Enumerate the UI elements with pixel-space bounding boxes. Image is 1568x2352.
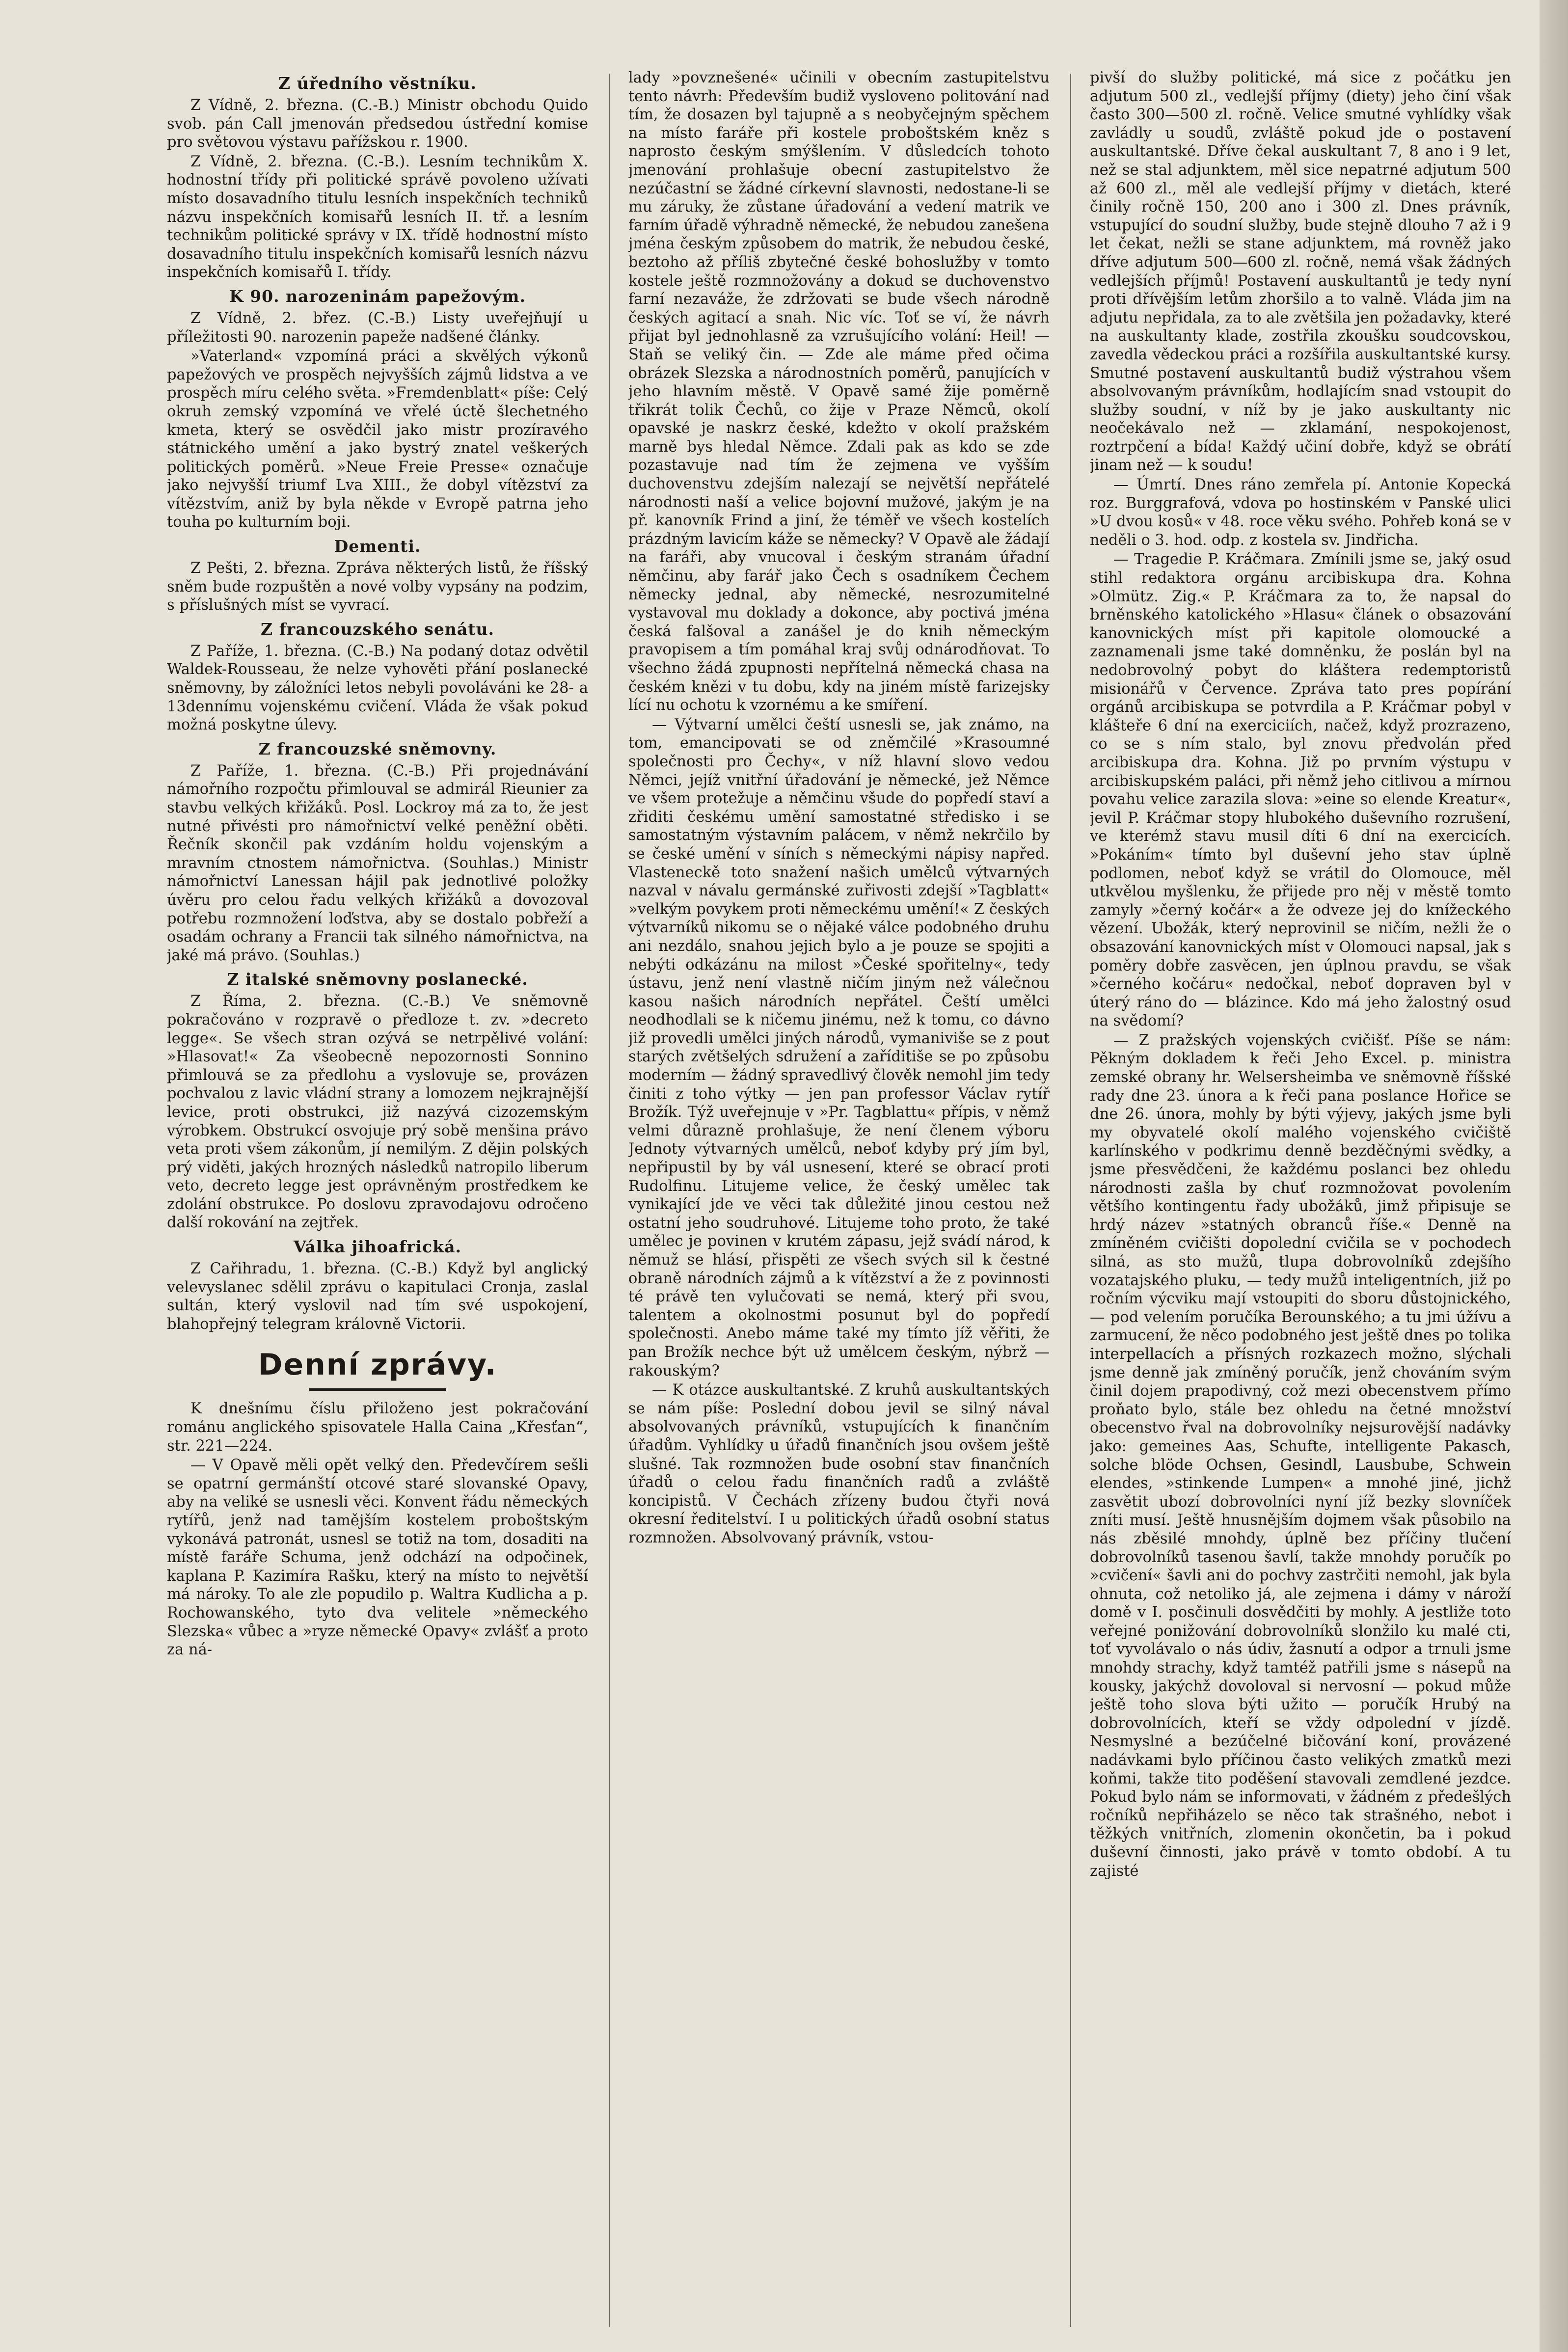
article-paragraph: — Výtvarní umělci čeští usnesli se, jak známo, na tom, emancipovati se od zněmčilé »Krasoumné společnosti pro Čechy«, v níž hlavní slovo vedou Němci, jejíž vnitřní úřadování je německé, jež Němce ve všem protežuje a němčinu všude do popředí staví a zřiditi českému umění samostatné středisko i se samostatným výstavním palácem, v němž nekrčilo by se české umění v síních s německými nápisy napřed. Vlasteneckě toto snažení našich umělců výtvarných nazval v návalu germánské zuřivosti zdejší »Tagblatt« »velkým povykem proti německému umění!« Z českých výtvarníků nikomu se o nějaké válce podobného druhu ani nezdálo, snahou jejich bylo a je pouze se spojiti a nebýti odkázánu na milost »České spořitelny«, tedy ústavu, jenž není vlastně ničím jiným než válečnou kasou našich národních nepřátel. Čeští umělci neodhodlali se k ničemu jinému, než k tomu, co dávno již provedli umělci jiných národů, vymaniviše se z pout starých zvětšelých sdružení a zaříditiše se po způsobu moderním — žádný spravedlivý člověk nemohl jim tedy činiti z toho výtky — jen pan professor Václav rytíř Brožík. Týž uveřejnuje v »Pr. Tagblattu« přípis, v němž velmi důrazně prohlašuje, že není členem výboru Jednoty výtvarných umělců, neboť kdyby prý jím byl, nepřipustil by by vál usnesení, které se obrací proti Rudolfinu. Litujeme velice, že český umělec tak vynikající jde ve věci tak důležité jinou cestou než ostatní jeho soudruhové. Litujeme toho proto, že také umělec je povinen v krutém zápasu, jejž svádí národ, k němuž se hlásí, přispěti ze všech svých sil k čestné obraně národních zájmů a k vítězství a že z povinnosti té právě ten vylučovati se nemá, který při svou, talentem a okolnostmi posunut byl do popředí společnosti. Anebo máme také my tímto jíž věřiti, že pan Brožík nechce být už umělcem českým, nýbrž — rakouským? — [628, 716, 1050, 1379]
article-heading: K 90. narozeninám papežovým. — [229, 286, 526, 306]
article-paragraph: Z Cařihradu, 1. března. (C.-B.) Když byl anglický velevyslanec sdělil zprávu o kapitulaci Cronja, zaslal sultán, který vyslovil nad tím své uspokojení, blahopřejný telegram královně Victorii. — [167, 1260, 588, 1333]
column-3 — [1090, 69, 1511, 2337]
article-paragraph: K dnešnímu číslu přiloženo jest pokračování románu anglického spisovatele Halla Caina „Křesťan“, str. 221—224. — [167, 1400, 588, 1455]
article-paragraph: lady »povznešené« učinili v obecním zastupitelstvu tento návrh: Především budiž vysloveno politování nad tím, že dosazen byl tajupně a s neobyčejným spěchem na místo faráře při kostele proboštském kněz s naprosto českým smýšlením. V důsledcích tohoto jmenování prohlašuje obecní zastupitelstvo že nezúčastní se žádné církevní slavnosti, nedostane-li se mu záruky, že zůstane úřadování a vedení matrik ve farním úřadě výhradně německé, že nebudou zanešena jména českým způsobem do matrik, že nebudou české, beztoho až příliš zbytečné české bohoslužby v tomto kostele ještě rozmnožovány a dokud se duchovenstvo farní nezaváže, že zdržovati se bude všech národně českých agitací a snah. Nic víc. Toť se ví, že návrh přijat byl jednohlasně za vzrušujícího volání: Heil! — Staň se veliký čin. — Zde ale máme před očima obrázek Slezska a národnostních poměrů, panujících v jeho hlavním městě. V Opavě samé žije poměrně třikrát tolik Čechů, co žije v Praze Němců, okolí opavské je naskrz české, kdežto v okolí pražském marně bys hledal Němce. Zdali pak as kdo se zde pozastavuje nad tím že zejmena ve vyšším duchovenstvu zdejším nalezají se největší nepřátelé národnosti naší a velice bojovní mužové, jakým je na př. kanovník Frind a jiní, že téměř ve všech kostelích prázdným lavicím káže se německy? V Opavě ale žádají na faráři, aby vnucoval i českým stranám úřadní němčinu, aby farář jako Čech s osadníkem Čechem německy jednal, aby německé, nesrozumitelné vystavoval mu doklady a dokonce, aby poctivá jména česká falšoval a zanášel je do knih německým pravopisem a tím pomáhal kraj svůj odnárodňovat. To všechno žádá zpupnosti nepřítelná německá chasa na českém knězi v tu dobu, kdy na jiném místě farizejsky lící nu ochotu k vzornému a ke smíření. — [628, 69, 1050, 714]
article-heading: Z francouzského senátu. — [261, 619, 494, 639]
article-paragraph: — Úmrtí. Dnes ráno zemřela pí. Antonie Kopecká roz. Burggrafová, vdova po hostinském v Panské ulici »U dvou kosů« v 48. roce věku svého. Pohřeb koná se v neděli o 3. hod. odp. z kostela sv. Jindřicha. — [1090, 476, 1511, 549]
heading-rule — [309, 1388, 446, 1391]
article-paragraph: Z Pešti, 2. března. Zpráva některých listů, že říšský sněm bude rozpuštěn a nové volby vypsány na podzim, s příslušných míst se vyvrací. — [167, 560, 588, 614]
article-paragraph: »Vaterland« vzpomíná práci a skvělých výkonů papežových ve prospěch nejvyšších zájmů lidstva a ve prospěch míru celého světa. »Fremdenblatt« píše: Celý okruh zemský vzpomíná ve vřelé úctě šlechetného kmeta, který se osvědčil jako mistr prozíravého státnického umění a jako bystrý znatel veškerých politických poměrů. »Neue Freie Presse« označuje jako nejvyšší triumf Lva XIII., že dobyl vítězství za vítězstvím, aniž by byla někde v Evropě patrna jeho touha po kulturním boji. — [167, 348, 588, 531]
column-2 — [628, 69, 1050, 2337]
section-heading: Denní zprávy. — [258, 1348, 497, 1382]
article-heading: Z úředního věstníku. — [278, 74, 477, 93]
article-heading: Z italské sněmovny poslanecké. — [227, 970, 528, 989]
article-paragraph: Z Vídně, 2. března. (C.-B.) Ministr obchodu Quido svob. pán Call jmenován předsedou ústřední komise pro světovou výstavu pařížskou r. 1900. — [167, 97, 588, 151]
article-paragraph: Z Vídně, 2. března. (C.-B.). Lesním technikům X. hodnostní třídy při politické správě povoleno užívati místo dosavadního titulu lesních inspekčních techniků názvu inspekčních komisařů lesních II. tř. a lesním technikům politické správy v IX. třídě hodnostní místo dosavadního titulu inspekčních komisařů lesních názvu inspekčních komisařů I. třídy. — [167, 153, 588, 281]
article-paragraph: Z Říma, 2. března. (C.-B.) Ve sněmovně pokračováno v rozpravě o předloze t. zv. »decreto legge«. Se všech stran ozývá se netrpělivé volání: »Hlasovat!« Za všeobecně nepozornosti Sonnino přimlouvá se za předlohu a vyslovuje se, provázen pochvalou z lavic vládní strany a lomozem nejkrajnější levice, proti obstrukci, již nazývá cizozemským výrobkem. Obstrukcí osvojuje prý sobě menšina právo veta proti všem zákonům, jí nemilým. Z dějin polských prý viděti, jakých hrozných následků natropilo liberum veto, decreto legge jest oprávněným prostředkem ke zdolání obstrukce. Po doslovu zpravodajovu odročeno další rokování na zejtřek. — [167, 993, 588, 1232]
article-heading: Dementi. — [334, 537, 421, 556]
article-paragraph: — Z pražských vojenských cvičišť. Píše se nám: Pěkným dokladem k řeči Jeho Excel. p. ministra zemské obrany hr. Welsersheimba ve sněmovně říšské rady dne 23. února a k řeči pana poslance Hořice se dne 26. února, mohly by býti výjevy, jakých jsme byli my obyvatelé okolí malého vojenského cvičiště karlínského v podkrimu denně bezděčnými svědky, a jsme přesvědčeni, že každému poslanci bez ohledu národnosti zašla by chuť rozmnožovat povolením většího kontingentu řady ubožáků, jimž připisuje se hrdý název »statných obranců říše.« Denně na zmíněném cvičišti dopolední cvičila se v pochodech silná, as sto mužů, tlupa dobrovolníků zdejšího vozatajského pluku, — tedy mužů inteligentních, již po ročním výcviku mají vstoupiti do sboru důstojnického, — pod velením poručíka Berounského; a tu jmi úžívu a zarmucení, že něco podobného jest ještě dnes po tolika interpellacích a přísných rozkazech možno, slýchali jsme denně jak zmíněný poručík, jenž chováním svým činil dojem prapodivný, což mezi obecenstvem přímo proňato bylo, stále bez ohledu na četné množství obecenstvo řval na dobrovolníky nejsurovější nadávky jako: gemeines Aas, Schufte, intelligente Pakasch, solche blöde Ochsen, Gesindl, Lausbube, Schwein elendes, »stinkende Lumpen« a mnohé jiné, jichž zasvětit ubozí dobrovolníci nyní jíž bezky slovníček zníti musí. Ještě hnusnějším dojmem však působilo na nás zběsilé mnohdy, úplně bez příčiny tlučení dobrovolníků tasenou šavlí, takže mnohdy poručík po »cvičení« šavli ani do pochvy zastrčiti nemohl, jak byla ohnuta, což netoliko já, ale zejmena i dámy v nároží domě v I. posčinuli dosvědčiti by mohly. A jestliže toto veřejné ponižování dobrovolníků slonžilo ku malé cti, toť vyvolávalo o nás údiv, žasnutí a odpor a trnuli jsme mnohdy strachy, když tamtéž patřili jsme s násepů na kousky, jakýchž dovoloval si nervosní — pokud může ještě toho slova býti užito — poručík Hrubý na dobrovolnících, kteří se vždy odpolední v jízdě. Nesmyslné a bezúčelné bičování koní, provázené nadávkami bylo příčinou často velikých zmatků mezi koňmi, takže tito poděšení stavovali zemdlené jezdce. Pokud bylo nám se informovati, v žádném z předešlých ročníků nepřiházelo se něco tak strašného, nebot i těžkých vnitřních, zlomenin okončetin, ba i pokud duševní činnosti, jako právě v tomto období. A tu zajisté — [1090, 1031, 1511, 1880]
article-paragraph: Z Paříže, 1. března. (C.-B.) Na podaný dotaz odvětil Waldek-Rousseau, že nelze vyhověti přání poslanecké sněmovny, by záložníci letos nebyli povoláváni ke 28- a 13dennímu vojenskému cvičení. Vláda že však pokud možná poskytne úlevy. — [167, 642, 588, 734]
article-paragraph: pivší do služby politické, má sice z počátku jen adjutum 500 zl., vedlejší příjmy (diety) jeho činí však často 300—500 zl. ročně. Velice smutné vyhlídky však zavládly u soudů, zvláště pokud jde o postavení auskultantské. Dříve čekal auskultant 7, 8 ano i 9 let, než se stal adjunktem, měl sice nepatrné adjutum 500 až 600 zl., měl ale vedlejší příjmy v dietách, které činily ročně 150, 200 ano i 300 zl. Dnes právník, vstupující do soudní služby, bude stejně dlouho 7 až i 9 let čekat, nežli se stane adjunktem, má rovněž jako dříve adjutum 500—600 zl. ročně, nemá však žádných vedlejších příjmů! Postavení auskultantů je tedy nyní proti dřívějším letům zhoršilo a to valně. Vláda jim na adjutu nepřidala, za to ale zvětšila jen požadavky, které na auskultanty klade, zostřila zkoušku soudcovskou, zavedla vědeckou práci a rozšířila auskultantské kursy. Smutné postavení auskultantů budiž výstrahou všem absolvovaným právníkům, hodlajícím snad vstoupit do služby soudní, v níž by je jako auskultanty nic neočekávalo než — zklamání, nespokojenost, roztrpčení a bída! Každý učiní dobře, když se obrátí jinam než — k soudu! — [1090, 69, 1511, 474]
article-paragraph: — Tragedie P. Kráčmara. Zmínili jsme se, jaký osud stihl redaktora orgánu arcibiskupa dra. Kohna »Olmütz. Zig.« P. Kráčmara za to, že napsal do brněnského katolického »Hlasu« článek o obsazování kanovnických míst při kapitole olomoucké a zaznamenali jsme také domněnku, že poslán byl na nedobrovolný pobyt do kláštera redemptoristů misionářů v Července. Zpráva tato pres popírání orgánů arcibiskupa se potvrdila a P. Kráčmar pobyl v klášteře 6 dní na exerciciích, načež, když prozrazeno, co se s ním stalo, byl znovu předvolán před arcibiskupa dra. Kohna. Již po prvním výstupu v arcibiskupském paláci, při němž jeho citlivou a mírnou povahu velice zarazila slova: »eine so elende Kreatur«, jevil P. Kráčmar stopy hlubokého duševního rozrušení, ve kterémž stavu musil díti 6 dní na exercicích. »Pokáním« tímto byl duševní jeho stav úplně podlomen, neboť když se vrátil do Olomouce, měl utkvělou myšlenku, že přijede pro něj v městě tomto zamyly »černý kočár« a že odveze jej do knížeckého vězení. Ubožák, který neprovinil se ničím, nežli že o obsazování kanovnických míst v Olomouci napsal, jak s poměry dobře zasvěcen, jen úplnou pravdu, se však »černého kočáru« nedočkal, neboť dopraven byl v úterý ráno do — blázince. Kdo má jeho žalostný osud na svědomí? — [1090, 551, 1511, 1030]
article-paragraph: — V Opavě měli opět velký den. Předevčírem sešli se opatrní germánští otcové staré slovanské Opavy, aby na veliké se usnesli věci. Konvent řádu německých rytířů, jenž nad tamějším kostelem proboštským vykonává patronát, usnesl se totiž na tom, dosaditi na místě faráře Schuma, jenž odchází na odpočinek, kaplana P. Kazimíra Rašku, který na místo to největší má nároky. To ale zle popudilo p. Waltra Kudlicha a p. Rochowanského, tyto dva velitele »německého Slezska« vůbec a »ryze německé Opavy« zvlášť a proto za ná- — [167, 1457, 588, 1659]
column-1 — [167, 69, 588, 2337]
article-paragraph: Z Paříže, 1. března. (C.-B.) Při projednávání námořního rozpočtu přimlouval se admirál Rieunier za stavbu velkých křižáků. Posl. Lockroy má za to, že jest nutné přivésti pro námořnictví velké peněžní oběti. Řečník skončil pak vzdáním holdu vojenským a mravním ctnostem námořnictva. (Souhlas.) Ministr námořnictví Lanessan hájil pak jednotlivé položky úvěru pro celou řadu velkých křižáků a dovozoval potřebu rozmnožení loďstva, aby se dostalo pobřeží a osadám ochrany a Francii tak silného námořnictva, na jaké má právo. (Souhlas.) — [167, 762, 588, 964]
article-paragraph: Z Vídně, 2. břez. (C.-B.) Listy uveřejňují u příležitosti 90. narozenin papeže nadšené články. — [167, 309, 588, 346]
page-edge-shadow — [1540, 0, 1568, 2352]
article-paragraph: — K otázce auskultantské. Z kruhů auskultantských se nám píše: Poslední dobou jevil se silný nával absolvovaných právníků, vstupujících k finančním úřadům. Vyhlídky u úřadů finančních jsou ovšem ještě slušné. Tak rozmnožen bude osobní stav finančních úřadů o celou řadu finančních radů a zvláště koncipistů. V Čechách zřízeny budou čtyři nová okresní ředitelství. I u politických úřadů osobní status rozmnožen. Absolvovaný právník, vstou- — [628, 1381, 1050, 1546]
article-heading: Z francouzské sněmovny. — [258, 739, 497, 758]
column-divider-2 — [1070, 74, 1071, 2327]
article-heading: Válka jihoafrická. — [293, 1237, 462, 1257]
column-divider-1 — [609, 74, 610, 2327]
